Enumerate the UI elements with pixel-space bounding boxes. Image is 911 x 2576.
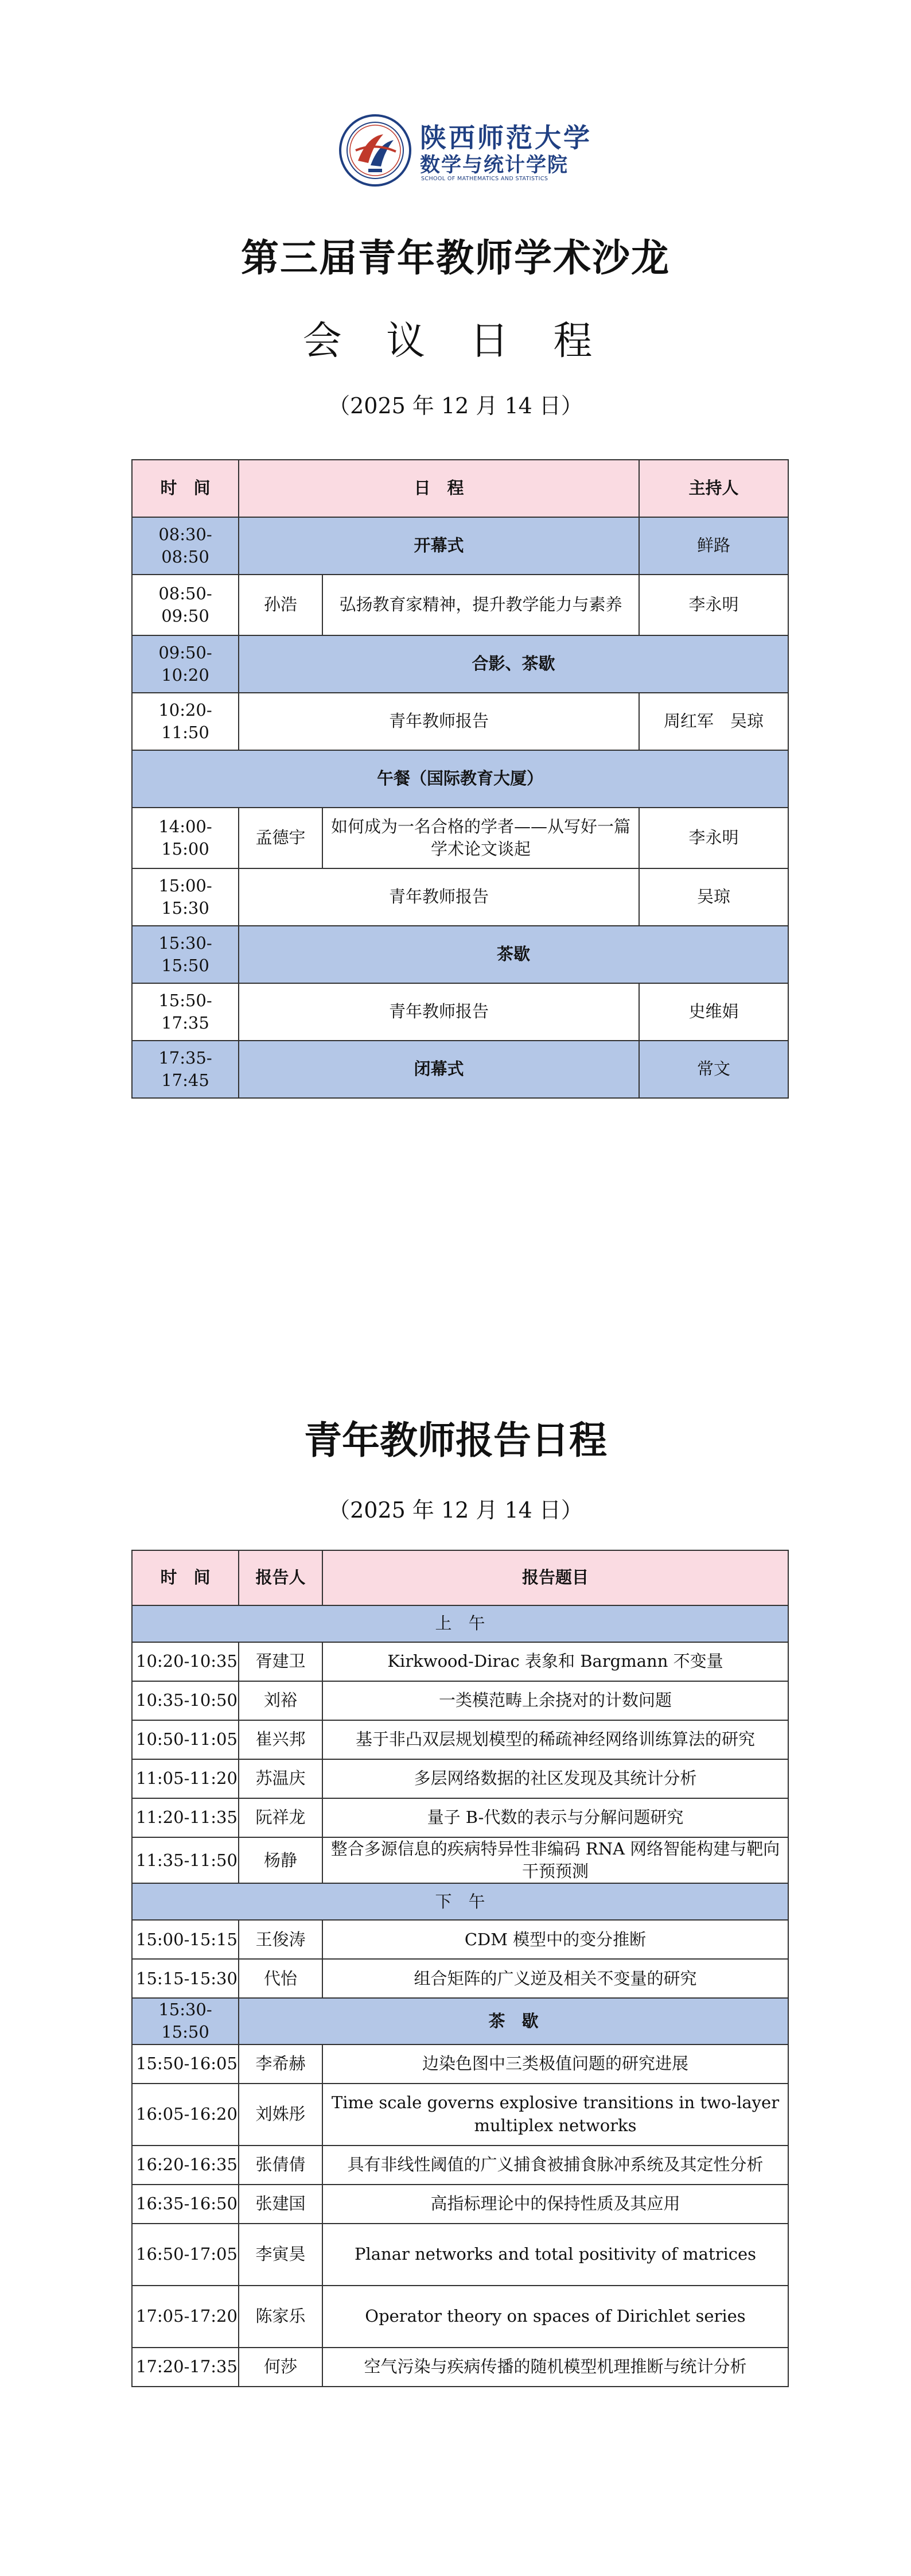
agenda-time: 08:50-09:50 [132,575,239,635]
report-time: 15:50-16:05 [132,2044,239,2084]
agenda-header-row [132,460,788,517]
event-title: 第三届青年教师学术沙龙 [241,236,670,280]
university-name: 陕西师范大学 [420,122,592,153]
morning-section [132,1605,788,1642]
agenda-row [132,517,788,575]
reports-header-row [132,1550,788,1605]
agenda-time: 17:35-17:45 [132,1041,239,1098]
agenda-event: 开幕式 [239,517,639,575]
agenda-host: 周红军 吴琼 [639,693,788,750]
report-time: 16:35-16:50 [132,2185,239,2224]
agenda-row [132,750,788,808]
report-topic: Time scale governs explosive transitions in two-layer multiplex networks [322,2084,788,2146]
morning-section-label: 上 午 [132,1605,788,1642]
agenda-row [132,983,788,1041]
report-topic: 基于非凸双层规划模型的稀疏神经网络训练算法的研究 [322,1720,788,1759]
school-name-en: SCHOOL OF MATHEMATICS AND STATISTICS [421,176,548,182]
agenda-event: 青年教师报告 [239,693,639,750]
tea-break-time: 15:30-15:50 [132,1998,239,2044]
report-row [132,2084,788,2146]
agenda-time: 09:50-10:20 [132,635,239,693]
agenda-host: 李永明 [639,575,788,635]
agenda-time: 15:00-15:30 [132,868,239,926]
agenda-row [132,926,788,983]
report-row [132,1920,788,1959]
report-time: 16:05-16:20 [132,2084,239,2146]
report-speaker: 陈家乐 [239,2286,322,2348]
agenda-event: 青年教师报告 [239,868,639,926]
report-time: 17:20-17:35 [132,2348,239,2387]
report-time: 16:50-17:05 [132,2224,239,2286]
agenda-host: 史维娟 [639,983,788,1041]
tea-break-label: 茶 歇 [239,1998,788,2044]
agenda-host: 李永明 [639,808,788,868]
report-time: 10:20-10:35 [132,1642,239,1681]
header-agenda: 日 程 [239,460,639,517]
report-topic: 多层网络数据的社区发现及其统计分析 [322,1759,788,1798]
agenda-time: 15:30-15:50 [132,926,239,983]
report-time: 11:05-11:20 [132,1759,239,1798]
reports-date: （2025 年 12 月 14 日） [328,1498,583,1523]
report-row [132,1959,788,1998]
report-time: 17:05-17:20 [132,2286,239,2348]
header-time: 时 间 [132,460,239,517]
reports-table [131,1550,789,2387]
report-topic: 具有非线性阈值的广义捕食被捕食脉冲系统及其定性分析 [322,2146,788,2185]
university-logo [338,114,591,188]
report-row [132,1798,788,1837]
report-time: 11:35-11:50 [132,1837,239,1883]
agenda-event: 青年教师报告 [239,983,639,1041]
agenda-time: 10:20-11:50 [132,693,239,750]
report-topic: Kirkwood-Dirac 表象和 Bargmann 不变量 [322,1642,788,1681]
agenda-event: 合影、茶歇 [239,635,788,693]
agenda-topic: 如何成为一名合格的学者——从写好一篇学术论文谈起 [322,808,639,868]
report-time: 15:00-15:15 [132,1920,239,1959]
university-seal-icon [338,114,412,187]
report-topic: CDM 模型中的变分推断 [322,1920,788,1959]
agenda-event: 午餐（国际教育大厦） [132,750,788,808]
agenda-time: 08:30-08:50 [132,517,239,575]
report-speaker: 苏温庆 [239,1759,322,1798]
agenda-time: 14:00-15:00 [132,808,239,868]
agenda-date: （2025 年 12 月 14 日） [328,393,583,418]
report-time: 11:20-11:35 [132,1798,239,1837]
report-speaker: 张倩倩 [239,2146,322,2185]
agenda-event: 茶歇 [239,926,788,983]
header-host: 主持人 [639,460,788,517]
report-topic: 整合多源信息的疾病特异性非编码 RNA 网络智能构建与靶向干预预测 [322,1837,788,1883]
report-speaker: 崔兴邦 [239,1720,322,1759]
report-time: 10:35-10:50 [132,1681,239,1720]
report-row [132,1837,788,1883]
report-row [132,1759,788,1798]
report-topic: Planar networks and total positivity of matrices [322,2224,788,2286]
report-speaker: 张建国 [239,2185,322,2224]
header-topic: 报告题目 [322,1550,788,1605]
report-topic: 边染色图中三类极值问题的研究进展 [322,2044,788,2084]
report-speaker: 刘姝彤 [239,2084,322,2146]
report-row [132,2286,788,2348]
agenda-row [132,693,788,750]
report-time: 15:15-15:30 [132,1959,239,1998]
reports-title: 青年教师报告日程 [304,1418,607,1462]
tea-break-row [132,1998,788,2044]
report-row [132,2224,788,2286]
report-row [132,2348,788,2387]
agenda-time: 15:50-17:35 [132,983,239,1041]
report-speaker: 刘裕 [239,1681,322,1720]
agenda-host: 鲜路 [639,517,788,575]
report-row [132,2185,788,2224]
agenda-row [132,635,788,693]
agenda-topic: 弘扬教育家精神，提升教学能力与素养 [322,575,639,635]
report-topic: Operator theory on spaces of Dirichlet series [322,2286,788,2348]
report-speaker: 代怡 [239,1959,322,1998]
header-time: 时 间 [132,1550,239,1605]
agenda-row [132,1041,788,1098]
agenda-speaker: 孟德宇 [239,808,322,868]
report-speaker: 何莎 [239,2348,322,2387]
agenda-subtitle: 会 议 日 程 [302,319,609,364]
agenda-host: 吴琼 [639,868,788,926]
report-row [132,2044,788,2084]
report-speaker: 阮祥龙 [239,1798,322,1837]
report-row [132,1681,788,1720]
report-row [132,1720,788,1759]
agenda-row [132,808,788,868]
report-topic: 组合矩阵的广义逆及相关不变量的研究 [322,1959,788,1998]
report-speaker: 杨静 [239,1837,322,1883]
report-speaker: 李寅昊 [239,2224,322,2286]
report-time: 16:20-16:35 [132,2146,239,2185]
agenda-event: 闭幕式 [239,1041,639,1098]
report-speaker: 王俊涛 [239,1920,322,1959]
afternoon-section-label: 下 午 [132,1883,788,1920]
report-topic: 空气污染与疾病传播的随机模型机理推断与统计分析 [322,2348,788,2387]
report-topic: 一类模范畴上余挠对的计数问题 [322,1681,788,1720]
report-topic: 高指标理论中的保持性质及其应用 [322,2185,788,2224]
agenda-speaker: 孙浩 [239,575,322,635]
report-row [132,2146,788,2185]
agenda-host: 常文 [639,1041,788,1098]
report-time: 10:50-11:05 [132,1720,239,1759]
agenda-row [132,575,788,635]
header-speaker: 报告人 [239,1550,322,1605]
agenda-table [131,459,789,1099]
school-name: 数学与统计学院 [420,154,569,177]
afternoon-section [132,1883,788,1920]
report-speaker: 李希赫 [239,2044,322,2084]
agenda-row [132,868,788,926]
report-row [132,1642,788,1681]
report-speaker: 胥建卫 [239,1642,322,1681]
report-topic: 量子 B-代数的表示与分解问题研究 [322,1798,788,1837]
